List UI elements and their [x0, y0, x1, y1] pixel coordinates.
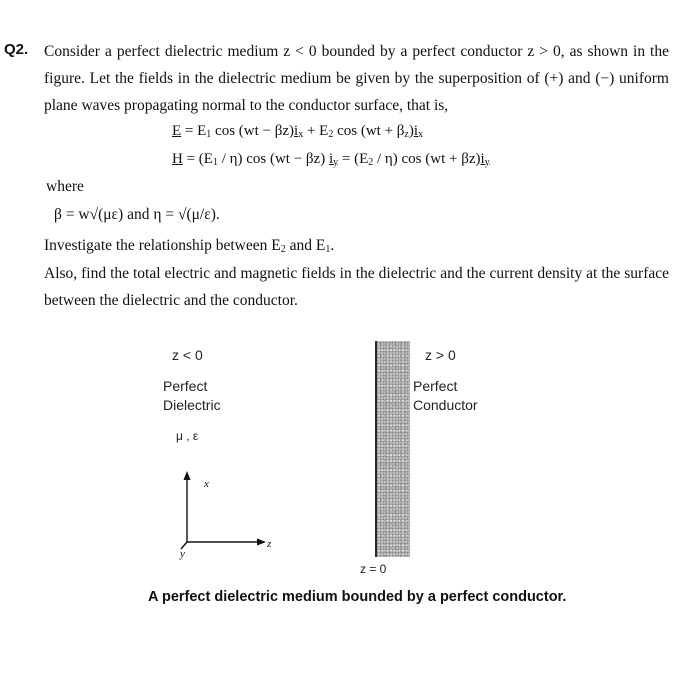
eq-text: cos (wt − βz): [211, 123, 295, 139]
conductor-label: [413, 377, 478, 415]
definitions: β = w√(με) and η = √(μ/ε).: [54, 206, 220, 223]
subscript: y: [333, 157, 339, 168]
conductor-label-line2: Conductor: [413, 397, 478, 413]
also-text: Also, find the total electric and magnetic fields in the dielectric and the current density at the surface between the dielectric and the conductor.: [44, 265, 669, 309]
unit-vector: [414, 123, 423, 139]
eq-text: + E: [303, 123, 329, 139]
z-axis-arrow: [257, 539, 266, 546]
unit-vector: [481, 151, 490, 167]
where-label: where: [46, 178, 84, 195]
question-number: Q2.: [4, 41, 29, 58]
y-axis-label: y: [180, 548, 185, 560]
eq-text: = E: [181, 123, 207, 139]
subscript: 2: [280, 244, 286, 255]
investigate-text: [44, 232, 669, 259]
coordinate-axes: [175, 468, 275, 558]
conductor-label-line1: Perfect: [413, 378, 458, 394]
question-intro: Consider a perfect dielectric medium z < 0 bounded by a perfect conductor z > 0, as shown in the figure. Let the fields in the dielectric medium be given by the superposition of (+) and (−) uniform plane waves propagating normal to the conductor surface, that is,: [44, 43, 669, 114]
inv-text: Investigate the relationship between E: [44, 237, 281, 254]
x-axis-arrow: [184, 471, 191, 480]
dielectric-label: [163, 377, 221, 415]
unit-vector-letter: i: [294, 123, 299, 139]
eq-text: / η) cos (wt − βz): [217, 151, 329, 167]
unit-vector-letter: i: [328, 151, 334, 167]
z-axis-label: z: [267, 538, 272, 550]
dielectric-label-line1: Perfect: [163, 378, 208, 394]
eq-text: = (E: [338, 151, 369, 167]
eq-text: cos (wt + β: [333, 123, 405, 139]
eq-text: / η) cos (wt + βz): [373, 151, 481, 167]
h-symbol: H: [172, 151, 183, 167]
subscript: y: [484, 157, 490, 168]
eq-text: = (E: [182, 151, 213, 167]
left-region-label: z < 0: [172, 347, 203, 363]
x-axis-label: x: [204, 478, 209, 490]
boundary-line: [375, 341, 377, 557]
unit-vector-letter: i: [413, 123, 419, 139]
subscript: x: [298, 129, 304, 140]
e-symbol: E: [172, 123, 182, 139]
subscript: z: [404, 129, 409, 140]
subscript: 2: [328, 129, 334, 140]
subscript: 1: [325, 244, 331, 255]
unit-vector: [294, 123, 303, 139]
boundary-label: z = 0: [360, 562, 387, 576]
inv-text: .: [330, 237, 335, 254]
right-region-label: z > 0: [425, 347, 456, 363]
unit-vector: [329, 151, 338, 167]
equation-e-field: [172, 123, 423, 140]
material-params: μ , ε: [176, 429, 199, 443]
figure-caption: A perfect dielectric medium bounded by a perfect conductor.: [148, 589, 567, 605]
subscript: x: [418, 129, 424, 140]
equation-h-field: [172, 151, 490, 168]
eq-text: ): [408, 123, 414, 139]
inv-text: and E: [285, 237, 326, 254]
dielectric-label-line2: Dielectric: [163, 397, 221, 413]
subscript: 2: [368, 157, 374, 168]
subscript: 1: [206, 129, 212, 140]
subscript: 1: [212, 157, 218, 168]
unit-vector-letter: i: [480, 151, 485, 167]
conductor-slab: [376, 341, 410, 557]
